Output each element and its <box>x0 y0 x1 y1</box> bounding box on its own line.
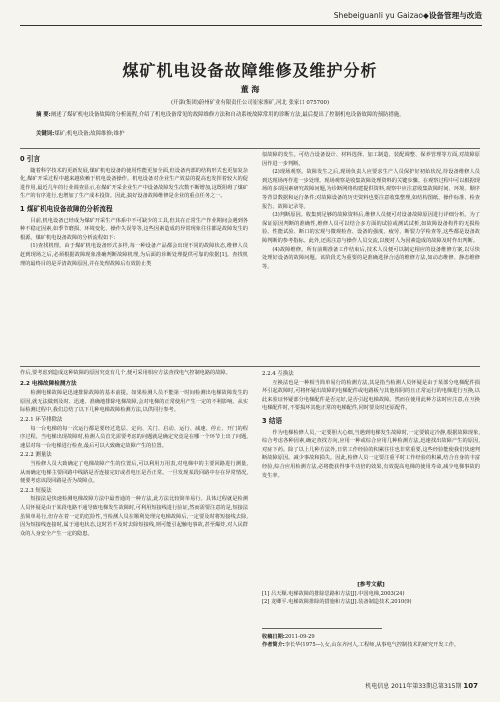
author-intro-label: 作者简介: <box>262 642 285 649</box>
received-date-line <box>262 633 480 641</box>
author-intro-line <box>262 641 480 649</box>
running-title-en: Shebeiguanli yu Gaizao <box>333 11 423 20</box>
running-title <box>334 10 482 21</box>
article-author: 董 海 <box>240 84 260 94</box>
conclusion-paragraph: 作为电梯检修人员,一定要胆大心细,当遇到电梯发生故障时,一定要镇定冷静,根据故障现象,综合考虑各种因素,确定查找方向,应用一种或综合应用几种检测方法,迅速找出故障产生的原因,对症下药。除了以上几种方法外,日常工作经验的积累往往也非常重要,这些经验能使我们快速判断故障原因。减少事故和损失。因此,检修人员一定要注重平时工作经验的积累,结合自身的丰富经验,综合应用检测方法,必将能获得事半功倍的效果,有效提高电梯的使用寿命,减少电梯事故的发生率。 <box>262 429 480 479</box>
section-2-2-2-heading: 2.2.2 测量法 <box>20 452 52 459</box>
section-0-heading: 0 引言 <box>20 155 41 163</box>
author-intro-text: 李长华(1975—),女,山东齐河人,工程师,从事电气控制技术的研究开发工作。 <box>284 642 460 649</box>
keywords-label: 关键词: <box>36 131 55 137</box>
received-date: 2011-09-29 <box>284 634 315 640</box>
author-affiliation: (开滦(集团)蔚州矿业有限责任公司崔家寨矿,河北 张家口 075700) <box>170 100 330 106</box>
right-column-lower <box>262 369 480 480</box>
author-bio <box>262 633 480 650</box>
section-3-heading: 3 结语 <box>262 416 283 425</box>
circuit-paragraph: 作后,要考虑到造成这种故障的原因究竟有几个,便可采用相应方法查找电气控制电路的故障。 <box>20 370 231 376</box>
running-title-cn: ◆设备管理与改造 <box>423 11 482 20</box>
intro-paragraph: 随着科学技术的更新发展,煤矿机电设备的使用性能更加全面,但设备内部的结构形式也更加复杂化,煤矿开采过程中越来越依赖于机电设备操作。机电设备对企业生产效益的提高也发挥着较大的促进作用,最近几年的行业调查显示,在煤矿开采企业生产中设备故障发生次数不断增加,这既阻碍了煤矿生产的有序进行,也增加了生产成本投资。因此,搞好设备故障维修是企业的重点任务之一。 <box>20 167 249 200</box>
journal-issue: 机电信息 2011年第33期总第315期 <box>365 683 462 690</box>
references-heading: [参考文献] <box>357 582 385 588</box>
page-number: 107 <box>463 682 478 690</box>
reference-item: [2] 龙卿平.电梯故障排除的措施和方法[J].装备制造技术,2010(9) <box>262 599 412 606</box>
abstract-text: 阐述了煤矿机电设备故障的分析流程,介绍了机电设备常见的故障维修方法和自动系统故障常用的诊断方法,最后提出了控制机电设备故障的预防措施。 <box>50 112 405 118</box>
section-2-2-4-heading: 2.2.4 互换法 <box>262 371 294 377</box>
left-column-lower <box>20 369 248 538</box>
references-list <box>262 590 480 607</box>
stage-exclusion-paragraph: 每一台电梯的每一次运行都是要经过选层、定向、关门、启动、运行、减速、停止、开门的程序过程。当电梯出现故障时,检测人员首先需要考虑的问题就是确定究竟是在哪一个环节上出了问题,速层对每一台电梯进行检查,最后可以大致确定故障产生的位置。 <box>20 425 248 449</box>
section-1-heading: 1 煤矿机电设备故障的分析流程 <box>20 204 113 213</box>
bio-divider <box>262 628 382 629</box>
analysis-paragraph: 目前,机电设备已经成为煤矿开采生产体系中不可缺少的工具,但其在正常生产作业期间会遇到各种不稳定因素,如季节磨损、环境变化、操作失误等等,这些因素造成的异常现象往往都是故障发生的根源。煤矿机电设备故障的分析流程如下: <box>20 217 248 241</box>
interchange-paragraph: 互换法也是一种相当简单易行的检测方法,其是指当检测人员怀疑是由于某部分电梯配件损坏引起故障时,可将怀疑出故障的电梯配件或电路板与其他相同的且正常运行的电梯进行互换,以此来验证怀疑部分电梯配件是否完好,是否引起电梯故障。然而在使用此种方法时应注意,在互换电梯配件时,不要损坏其他正常的电梯配件,同时要及时还原配件。 <box>262 379 480 412</box>
measurement-paragraph: 当检修人员大致确定了电梯故障产生的位置后,可以利用万用表,对电梯中的主要回路进行测量,从而确定电梯主要回路中线路是否连接完好或者电压是否正常。一旦发现某段回路中存在异常情况,便要考虑该段回路是否为故障点。 <box>20 460 248 485</box>
judge-cause-paragraph: (3)判断原因。收集到足够的故障资料后,维修人员便可对设备故障原因进行详细分析。为了保证原因判断的准确性,维修人员可以结合多方面的试验或测试试析,如故障设备构件的无损检验、性能试验、断口的宏观与微观检查、设备的强度、疲劳、断裂力学检查等,这些都是设备故障判断的参考指标。此外,还需注意与操作人员交流,以便对人为因素造成的故障及时作出判断。 <box>262 212 480 244</box>
repair-paragraph: (4)故障维修。所有前期准备工作结束后,技术人员便可以制定相应的设备维修方案,以尽快处理好设备的故障问题。该阶段尤为重要的是准确选择合适的维修方法,如动态维修、静态维修等。 <box>262 246 480 270</box>
keywords <box>36 130 464 138</box>
header-rule <box>20 25 482 26</box>
page-footer <box>365 681 478 690</box>
keywords-text: 煤矿;机电设备;故障维修;维护 <box>54 131 125 137</box>
site-observation-paragraph: (2)现场观察。故障发生之后,现场负责人应要求生产人员保护好初始状况,待设备维修人员到达现场再作进一步处理。现场观察是收集故障处理资料的关键步骤。在观察过程中可以根据现场的多项因素研究故障问题,为诊断网络构建提供资料,观察中应注意收集故障时间、环境、顺序等背景数据和运行条件;对故障设备的历史资料也要注意收集整理,如结构图纸、操作标准、检查报告、故障记录等。 <box>262 169 480 210</box>
abstract-divider <box>20 148 480 149</box>
received-label: 收稿日期: <box>262 634 285 640</box>
continuation-paragraph: 似故障的发生。可结合设备设计、材料选择、加工制造、装配调整、保养管理等方面,对故障原因作进一步判断。 <box>262 152 480 167</box>
right-column-upper <box>262 151 480 271</box>
abstract-label: 摘 要: <box>36 112 51 118</box>
detection-paragraph: 检测电梯故障是迅速排除故障的基本前提。如果检测人员不能第一时间检测出电梯故障发生的原因,就无法做到及时、迅速、准确地排除电梯故障,会对电梯的正常使用产生一定的不利影响。从实际检测过程中,我们总结了以下几种电梯故障检测方法,以供同行参考。 <box>20 390 248 414</box>
section-2-2-3-heading: 2.2.3 短接法 <box>20 487 52 494</box>
abstract <box>36 111 464 119</box>
running-header <box>20 8 482 26</box>
reference-item: [1] 吕天顺.电梯故障的排除思路和方法[J].中国电梯,2003(24) <box>262 591 405 597</box>
find-mechanism-paragraph: (1)查找机理。由于煤矿机电设备形式多样,每一种设备产品都会出现不同的故障状态,维修人员赶到现场之后,必须根据故障现象准确判断故障机理,为后面的诊断处理提供可靠的依据[1]。查找机理的最终目的是弄清故障原因,并在处理故障后有效防止类 <box>20 243 248 267</box>
short-circuit-paragraph: 短接法是快速检测电梯故障方法中最普通的一种方法,此方法比较简单易行。具体过程就是检测人员怀疑是由于某段电路不通导致电梯发生故障时,可利用短接线进行验证,然而需要注意的是,短接法虽简单易行,但存在着一定的危险性,当检测人员在顺利处理完电梯故障后,一定要及时将短接线去除,因为短接线连接时,属于通电状态,这时若不及时去除短接线,则可能引起触电事故,甚至爆炸,对人民群众的人身安全产生一定的隐患。 <box>20 496 249 537</box>
section-2-2-heading: 2.2 电梯故障检测方法 <box>20 380 77 387</box>
section-2-2-1-heading: 2.2.1 环节排除法 <box>20 416 63 423</box>
left-column-upper <box>20 151 248 268</box>
article-title: 煤矿机电设备故障维修及维护分析 <box>122 61 378 80</box>
article-divider <box>20 366 480 367</box>
